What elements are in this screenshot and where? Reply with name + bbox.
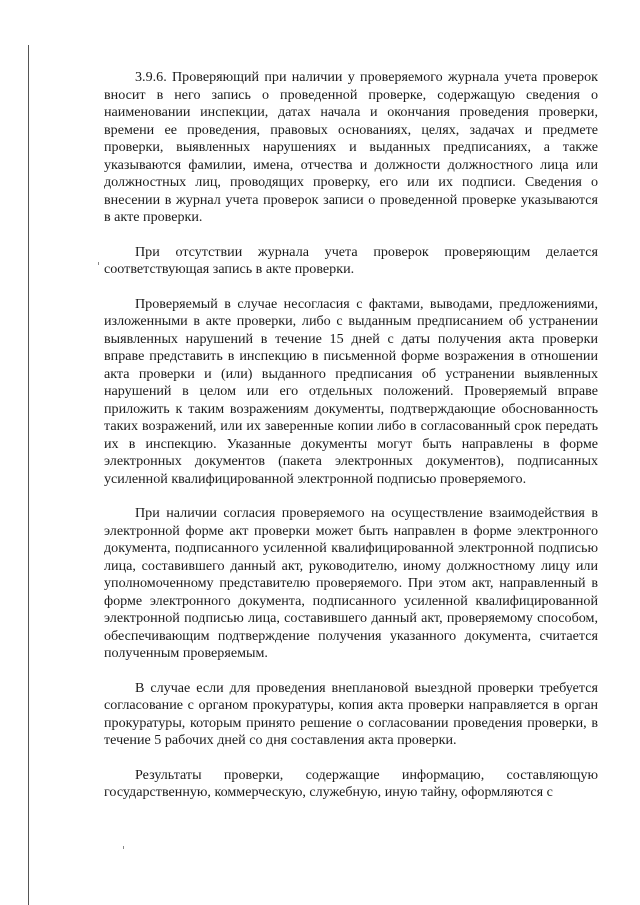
- left-margin-rule: [28, 45, 29, 905]
- paragraph-no-journal: При отсутствии журнала учета проверок проверяющим делается соответствующая запись в акте проверки.: [104, 243, 598, 277]
- document-body: [104, 69, 598, 802]
- paragraph-objections: Проверяемый в случае несогласия с фактами, выводами, предложениями, изложенными в акте проверки, либо с выданным предписанием об устранении выявленных нарушений в течение 15 дней с даты получения акта проверки вправе представить в инспекцию в письменной форме возражения в отношении акта проверки и (или) выданного предписания об устранении выявленных нарушений в целом или его отдельных положений. Проверяемый вправе приложить к таким возражениям документы, подтверждающие обоснованность таких возражений, или их заверенные копии либо в согласованный срок передать их в инспекцию. Указанные документы могут быть направлены в форме электронных документов (пакета электронных документов), подписанных усиленной квалифицированной электронной подписью проверяемого.: [104, 295, 598, 487]
- paragraph-secret-results: Результаты проверки, содержащие информацию, составляющую государственную, коммерческую, служебную, иную тайну, оформляются с: [104, 766, 598, 800]
- scan-speck: [98, 262, 99, 265]
- scan-speck: [123, 846, 124, 849]
- paragraph-3-9-6: 3.9.6. Проверяющий при наличии у проверяемого журнала учета проверок вносит в него запись о проведенной проверке, содержащую сведения о наименовании инспекции, датах начала и окончания проведения проверки, времени ее проведения, правовых основаниях, целях, задачах и предмете проверки, выявленных нарушениях и выданных предписаниях, а также указываются фамилии, имена, отчества и должности должностного лица или должностных лиц, проводящих проверку, его или их подписи. Сведения о внесении в журнал учета проверок записи о проведенной проверке указываются в акте проверки.: [104, 69, 598, 225]
- paragraph-prosecutor-copy: В случае если для проведения внеплановой выездной проверки требуется согласование с органом прокуратуры, копия акта проверки направляется в орган прокуратуры, которым принято решение о согласовании проведения проверки, в течение 5 рабочих дней со дня составления акта проверки.: [104, 679, 598, 748]
- paragraph-electronic-act: При наличии согласия проверяемого на осуществление взаимодействия в электронной форме акт проверки может быть направлен в форме электронного документа, подписанного усиленной квалифицированной электронной подписью лица, составившего данный акт, руководителю, иному должностному лицу или уполномоченному представителю проверяемого. При этом акт, направленный в форме электронного документа, подписанного усиленной квалифицированной электронной подписью лица, составившего данный акт, проверяемому способом, обеспечивающим подтверждение получения указанного документа, считается полученным проверяемым.: [104, 505, 598, 661]
